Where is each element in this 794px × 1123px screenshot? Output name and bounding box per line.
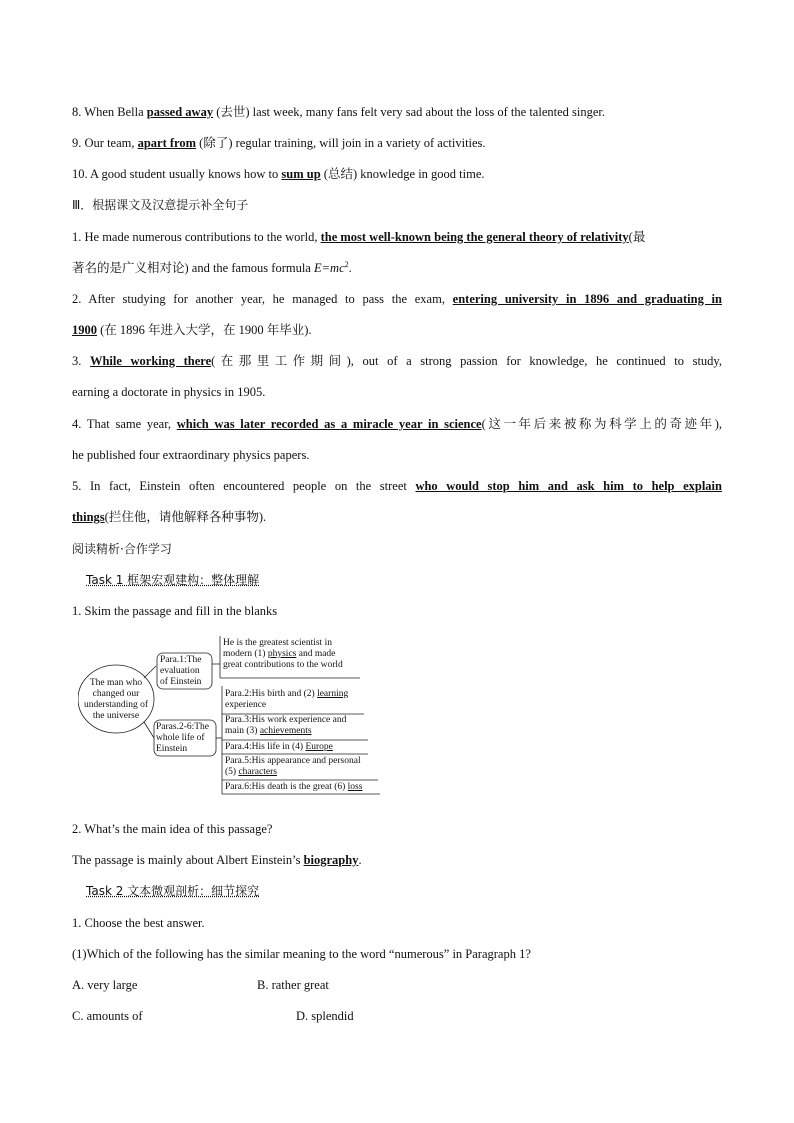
sentence-4-cont: he published four extraordinary physics papers. <box>72 448 310 462</box>
structure-diagram <box>78 634 388 804</box>
answer-blank: 1900 <box>72 323 97 337</box>
answer-blank: biography <box>303 853 359 867</box>
sentence-5: 5. In fact, Einstein often encountered people on the street who would stop him and ask him to help explain <box>72 479 722 493</box>
answer-blank: passed away <box>146 105 214 119</box>
sentence-4: 4. That same year, which was later recorded as a miracle year in science(这一年后来被称为科学上的奇迹年), <box>72 417 723 431</box>
diagram-para6: Para.6:His death is the great (6) loss <box>225 782 363 792</box>
task-2-title: Task 2 文本微观剖析：细节探究 <box>86 884 260 898</box>
diagram-para1-text: He is the greatest scientist in modern (1) physics and made great contributions to the world <box>223 638 343 670</box>
diagram-para26-box: Paras.2-6:The whole life of Einstein <box>156 722 210 754</box>
diagram-para2: Para.2:His birth and (2) learning experience <box>225 689 349 710</box>
task-1-question-2: 2. What’s the main idea of this passage? <box>72 822 273 836</box>
item-9: 9. Our team, apart from (除了) regular training, will join in a variety of activities. <box>72 136 486 150</box>
option-b: B. rather great <box>257 978 329 992</box>
sentence-3-cont: earning a doctorate in physics in 1905. <box>72 385 266 399</box>
diagram-para3: Para.3:His work experience and main (3) achievements <box>225 715 347 736</box>
sentence-2-cont: 1900 (在 1896 年进入大学，在 1900 年毕业). <box>72 323 312 337</box>
task-1-question-1: 1. Skim the passage and fill in the blanks <box>72 604 278 618</box>
item-8: 8. When Bella passed away (去世) last week, many fans felt very sad about the loss of the talented singer. <box>72 105 606 119</box>
answer-blank: things <box>72 510 105 524</box>
reading-title: 阅读精析·合作学习 <box>72 542 172 556</box>
task-2-question-1-1: (1)Which of the following has the similar meaning to the word “numerous” in Paragraph 1? <box>72 947 531 961</box>
option-a: A. very large <box>72 978 138 992</box>
section-3-title: Ⅲ．根据课文及汉意提示补全句子 <box>72 198 249 212</box>
diagram-para4: Para.4:His life in (4) Europe <box>225 742 333 752</box>
diagram-para5: Para.5:His appearance and personal (5) characters <box>225 756 361 777</box>
sentence-1-cont: 著名的是广义相对论) and the famous formula $E=mc^2$. <box>72 259 352 275</box>
item-10: 10. A good student usually knows how to sum up (总结) knowledge in good time. <box>72 167 485 181</box>
task-1-title: Task 1 框架宏观建构：整体理解 <box>86 573 260 587</box>
answer-blank: who would stop him and ask him to help explain <box>415 479 722 493</box>
answer-blank: which was later recorded as a miracle year in science <box>176 417 482 431</box>
answer-blank: sum up <box>281 167 321 181</box>
sentence-5-cont: things(拦住他，请他解释各种事物). <box>72 510 267 524</box>
option-d: D. splendid <box>296 1009 354 1023</box>
answer-blank: apart from <box>137 136 197 150</box>
sentence-2: 2. After studying for another year, he managed to pass the exam, entering university in 1896 and graduating in <box>72 292 722 306</box>
answer-blank: entering university in 1896 and graduating in <box>452 292 722 306</box>
task-2-question-1: 1. Choose the best answer. <box>72 916 205 930</box>
diagram-para1-box: Para.1:The evaluation of Einstein <box>160 655 202 687</box>
diagram-center: The man who changed our understanding of the universe <box>83 678 149 721</box>
option-c: C. amounts of <box>72 1009 143 1023</box>
sentence-3: 3. While working there(在那里工作期间), out of a strong passion for knowledge, he continued to study, <box>72 354 722 368</box>
sentence-1: 1. He made numerous contributions to the world, the most well-known being the general theory of relativity(最 <box>72 230 646 244</box>
answer-blank: While working there <box>89 354 212 368</box>
answer-blank: the most well-known being the general theory of relativity <box>320 230 629 244</box>
task-1-answer-2: The passage is mainly about Albert Einstein’s biography. <box>72 853 362 867</box>
